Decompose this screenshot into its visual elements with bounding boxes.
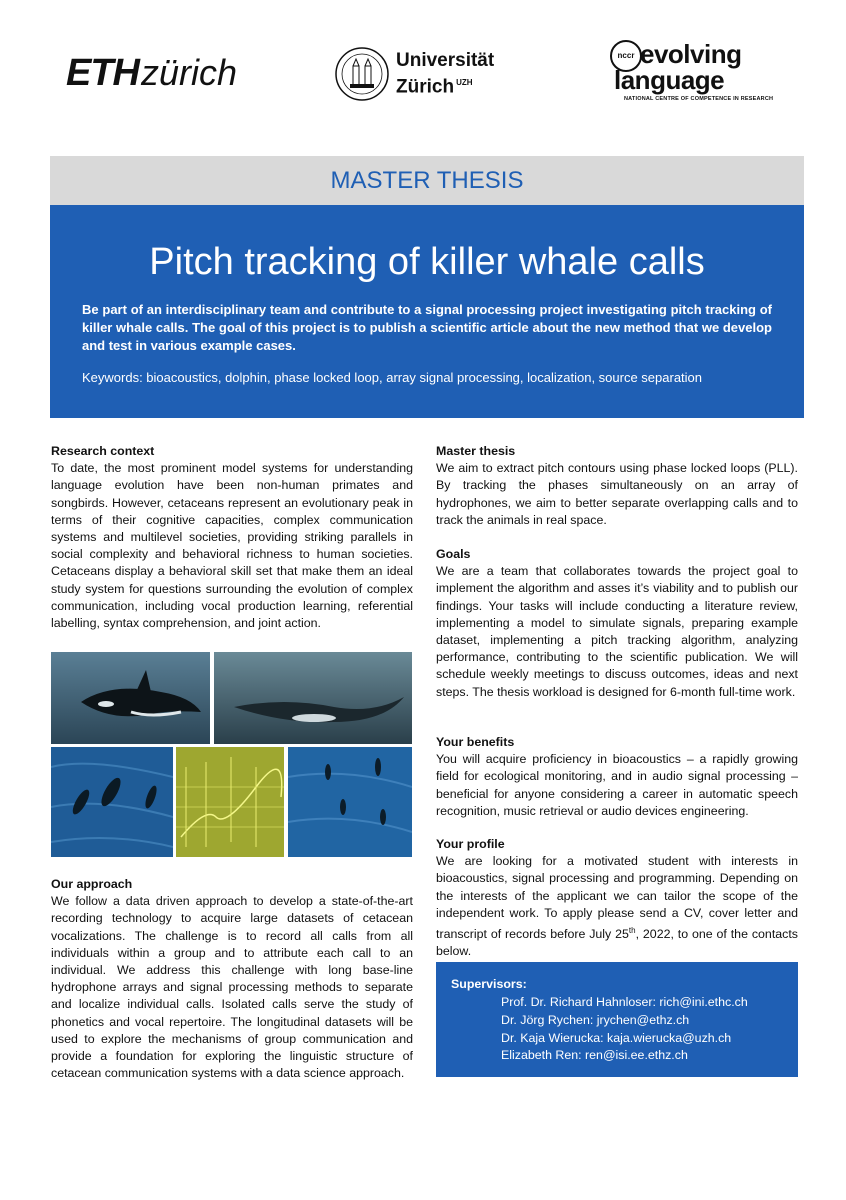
spectrogram-image — [176, 747, 284, 857]
profile-text-main: We are looking for a motivated student with interests in bioacoustics, signal processing and programming. Depending on the interests of the applicant we can tailor the scope of the independent work. To apply please send a CV, cover letter and transcript of records before July 25 — [436, 854, 798, 942]
page-title: Pitch tracking of killer whale calls — [149, 241, 705, 283]
goals-section — [436, 546, 798, 701]
uzh-superscript: UZH — [456, 77, 473, 87]
benefits-text: You will acquire proficiency in bioacoustics – a rapidly growing field for ecological monitoring, and in audio signal processing – beneficial for anyone considering a career in automatic speech recognition, music retrieval or audio devices engineering. — [436, 752, 798, 818]
approach-section — [51, 876, 413, 1082]
uzh-name-line1: Universität — [396, 49, 495, 71]
orca-underwater-photo — [51, 652, 210, 744]
eth-logo-light: zürich — [141, 52, 238, 93]
supervisor-contact: Elizabeth Ren: ren@isi.ee.ethz.ch — [501, 1048, 688, 1062]
nccr-line1: evolving — [640, 39, 742, 69]
orca-aerial-photo — [51, 747, 173, 857]
nccr-line2: language — [614, 65, 725, 95]
eth-logo-bold: ETH — [66, 52, 139, 94]
nccr-evolving-language-logo — [610, 39, 774, 104]
keywords-text: Keywords: bioacoustics, dolphin, phase locked loop, array signal processing, localization, source separation — [82, 370, 703, 385]
master-thesis-text: We aim to extract pitch contours using phase locked loops (PLL). By tracking the phases simultaneously on an array of hydrophones, we aim to better separate overlapping calls and to track the animals in real space. — [436, 461, 798, 527]
nccr-badge-icon: nccr — [610, 40, 642, 72]
goals-heading: Goals — [436, 547, 471, 561]
supervisors-heading: Supervisors: — [451, 977, 527, 991]
research-context-text: To date, the most prominent model systems for understanding language evolution have been non-human primates and songbirds. However, cetaceans represent an evolutionary peak in terms of their cognitive capacities, complex communication systems and multilevel societies, providing striking parallels in social complexity and behavioral richness to human societies. Cetaceans display a behavioral skill set that make them an ideal study system for questions surrounding the evolution of complex communication, including vocal production learning, referential labelling, syntax comprehension, and joint action. — [51, 461, 413, 631]
benefits-heading: Your benefits — [436, 735, 515, 749]
uzh-logo — [334, 46, 494, 102]
uzh-name-line2: Zürich — [396, 76, 455, 98]
profile-date-suffix: th — [628, 926, 636, 936]
approach-text: We follow a data driven approach to develop a state-of-the-art recording technology to acquire large datasets of cetacean vocalizations. The challenge is to record all calls from all individuals within a group and to attribute each call to an individual. We address this challenge with long base-line hydrophone arrays and signal processing methods to separate and localize individual calls. Isolated calls serve the study of phonetics and vocal repertoire. The longitudinal datasets will be used to explore the mechanisms of group communication and provide a foundation for exploring the linguistic structure of cetacean communication systems with a data science approach. — [51, 894, 413, 1081]
approach-heading: Our approach — [51, 877, 133, 891]
profile-heading: Your profile — [436, 837, 505, 851]
profile-section — [436, 836, 798, 961]
goals-text: We are a team that collaborates towards the project goal to implement the algorithm and asses it’s viability and to publish our findings. Your tasks will include conducting a literature review, implementing a model to simulate signals, preparing example dataset, implementing a pitch tracking algorithm, analyzing performance, contributing to the scientific publication. We will schedule weekly meetings to discuss outcomes, ideas and next steps. The thesis workload is designed for 6-month full-time work. — [436, 564, 798, 699]
research-context-heading: Research context — [51, 444, 155, 458]
master-thesis-section — [436, 443, 798, 529]
supervisor-contact: Dr. Jörg Rychen: jrychen@ethz.ch — [501, 1013, 690, 1027]
supervisor-contact: Prof. Dr. Richard Hahnloser: rich@ini.ethc.ch — [501, 995, 748, 1009]
supervisor-contact: Dr. Kaja Wierucka: kaja.wierucka@uzh.ch — [501, 1031, 732, 1045]
document-type-label: MASTER THESIS — [330, 166, 524, 194]
document-type-banner — [50, 156, 804, 205]
title-banner — [50, 205, 804, 418]
nccr-subtitle: NATIONAL CENTRE OF COMPETENCE IN RESEARCH — [624, 96, 774, 102]
uzh-seal-icon — [334, 46, 390, 102]
pod-aerial-photo — [288, 747, 412, 857]
research-context-section — [51, 443, 413, 632]
profile-text-end: , 2022, to one of the contacts below. — [436, 927, 798, 959]
master-thesis-heading: Master thesis — [436, 444, 516, 458]
profile-text — [436, 853, 798, 960]
benefits-section — [436, 734, 798, 820]
eth-zurich-logo — [66, 52, 237, 92]
humpback-underwater-photo — [214, 652, 412, 744]
supervisors-box — [436, 962, 798, 1077]
intro-text: Be part of an interdisciplinary team and contribute to a signal processing project investigating pitch tracking of killer whale calls. The goal of this project is to publish a scientific article about the new method that we develop and test in various example cases. — [82, 302, 772, 353]
